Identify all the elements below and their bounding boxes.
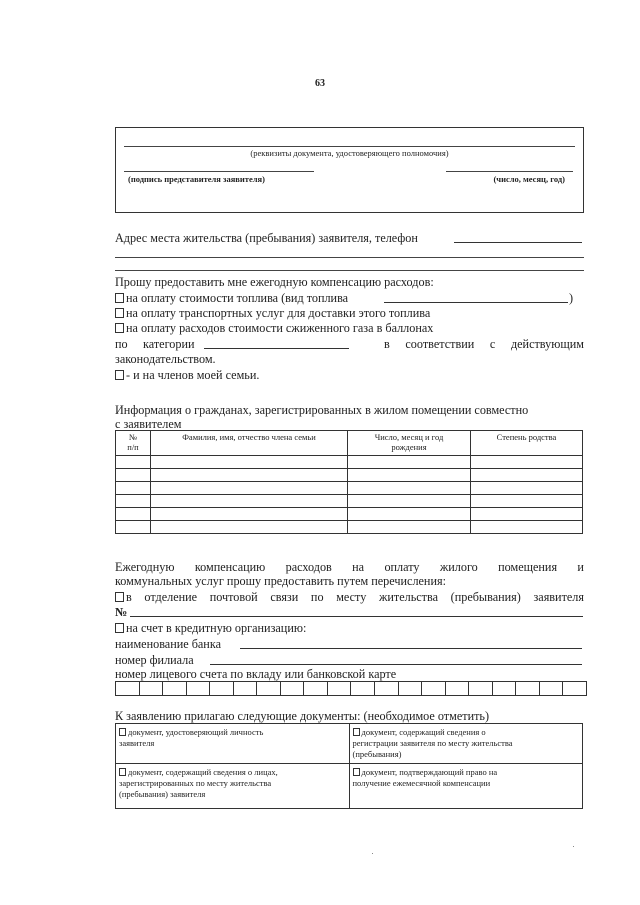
- fuel-label: на оплату стоимости топлива (вид топлива: [126, 291, 349, 305]
- date-line[interactable]: [446, 171, 573, 172]
- credit-label: на счет в кредитную организацию:: [126, 621, 307, 635]
- family-label: - и на членов моей семьи.: [126, 368, 260, 382]
- post-office-checkbox[interactable]: в: [115, 590, 132, 605]
- category-field[interactable]: [204, 337, 349, 349]
- family-option[interactable]: [115, 368, 259, 383]
- checkbox-icon[interactable]: [115, 592, 124, 602]
- category-po: по: [115, 337, 128, 351]
- number-sign: №: [115, 605, 128, 619]
- word: соответствии: [405, 337, 475, 351]
- account-number-grid[interactable]: [115, 681, 587, 696]
- date-caption: (число, месяц, год): [493, 174, 565, 184]
- col-name: Фамилия, имя, отчество члена семьи: [151, 431, 348, 456]
- details-caption: (реквизиты документа, удостоверяющего полномочия): [250, 148, 449, 158]
- table-row[interactable]: [116, 495, 583, 508]
- transport-label: на оплату транспортных услуг для доставки этого топлива: [126, 306, 431, 320]
- account-label: номер лицевого счета по вкладу или банковской карте: [115, 667, 397, 681]
- table-row: [116, 764, 583, 809]
- post-office-option[interactable]: [115, 590, 584, 605]
- law-text: законодательством.: [115, 352, 216, 366]
- table-row[interactable]: [116, 521, 583, 534]
- word: жилого: [439, 560, 478, 574]
- word: компенсацию: [194, 560, 266, 574]
- address-line-3[interactable]: [115, 270, 584, 271]
- checkbox-icon[interactable]: [119, 768, 126, 776]
- credit-option[interactable]: [115, 621, 306, 636]
- gas-label: на оплату расходов стоимости сжиженного газа в баллонах: [126, 321, 434, 335]
- checkbox-icon[interactable]: [353, 728, 360, 736]
- word: с: [489, 337, 496, 351]
- doc-identity[interactable]: документ, удостоверяющий личность заявителя: [116, 724, 350, 764]
- checkbox-icon[interactable]: [353, 768, 360, 776]
- word: (пребывания): [450, 590, 521, 604]
- word: оплату: [384, 560, 420, 574]
- col-relation: Степень родства: [471, 431, 583, 456]
- checkbox-icon[interactable]: [115, 370, 124, 380]
- branch-number-field[interactable]: [210, 653, 582, 665]
- word: заявителя: [533, 590, 584, 604]
- category-word: категории: [143, 337, 195, 351]
- branch-label: номер филиала: [115, 653, 194, 667]
- category-tail: [384, 337, 584, 352]
- table-row[interactable]: [116, 456, 583, 469]
- post-office-number-field[interactable]: [130, 605, 583, 617]
- address-label: Адрес места жительства (пребывания) заявителя, телефон: [115, 231, 418, 245]
- details-line[interactable]: [124, 146, 575, 147]
- fuel-option[interactable]: [115, 291, 348, 306]
- word: почтовой: [209, 590, 258, 604]
- word: по: [310, 590, 324, 604]
- residents-table: [115, 430, 583, 534]
- col-birth: Число, месяц и год рождения: [348, 431, 471, 456]
- word: расходов: [285, 560, 332, 574]
- table-row: [116, 724, 583, 764]
- bank-label: наименование банка: [115, 637, 221, 651]
- signature-line[interactable]: [124, 171, 314, 172]
- col-number: № п/п: [116, 431, 151, 456]
- doc-compensation-right[interactable]: документ, подтверждающий право на получение ежемесячной компенсации: [349, 764, 583, 809]
- representative-box: [115, 127, 584, 213]
- table-row[interactable]: [116, 508, 583, 521]
- address-line-2[interactable]: [115, 257, 584, 258]
- signature-caption: (подпись представителя заявителя): [128, 174, 265, 184]
- fuel-close-paren: ): [569, 291, 574, 305]
- request-intro: Прошу предоставить мне ежегодную компенсацию расходов:: [115, 275, 434, 289]
- fuel-type-field[interactable]: [384, 291, 568, 303]
- table-row[interactable]: [116, 469, 583, 482]
- word: Ежегодную: [115, 560, 175, 574]
- word: действующим: [510, 337, 584, 351]
- word: месту: [336, 590, 367, 604]
- residents-heading-2: с заявителем: [115, 417, 182, 431]
- residents-heading-1: Информация о гражданах, зарегистрированных в жилом помещении совместно: [115, 403, 529, 417]
- doc-registered-persons[interactable]: документ, содержащий сведения о лицах, зарегистрированных по месту жительства (пребывания) заявителя: [116, 764, 350, 809]
- word: в: [384, 337, 390, 351]
- checkbox-icon[interactable]: [119, 728, 126, 736]
- transport-option[interactable]: [115, 306, 430, 321]
- scan-speck: [573, 846, 574, 847]
- payment-line-2: коммунальных услуг прошу предоставить путем перечисления:: [115, 574, 446, 588]
- word: и: [577, 560, 584, 574]
- checkbox-icon[interactable]: [115, 323, 124, 333]
- checkbox-icon[interactable]: [115, 293, 124, 303]
- payment-line-1: [115, 560, 584, 575]
- word: отделение: [144, 590, 198, 604]
- word: связи: [270, 590, 299, 604]
- gas-option[interactable]: [115, 321, 433, 336]
- address-field[interactable]: [454, 231, 582, 243]
- documents-table: [115, 723, 583, 809]
- documents-heading: К заявлению прилагаю следующие документы: (необходимое отметить): [115, 709, 490, 723]
- word: на: [352, 560, 365, 574]
- word: помещения: [498, 560, 558, 574]
- word: жительства: [378, 590, 438, 604]
- bank-name-field[interactable]: [240, 637, 582, 649]
- doc-registration[interactable]: документ, содержащий сведения о регистрации заявителя по месту жительства (пребывания): [349, 724, 583, 764]
- checkbox-icon[interactable]: [115, 623, 124, 633]
- table-header-row: [116, 431, 583, 456]
- page-number: 63: [315, 78, 325, 89]
- table-row[interactable]: [116, 482, 583, 495]
- checkbox-icon[interactable]: [115, 308, 124, 318]
- scan-speck: [372, 853, 373, 854]
